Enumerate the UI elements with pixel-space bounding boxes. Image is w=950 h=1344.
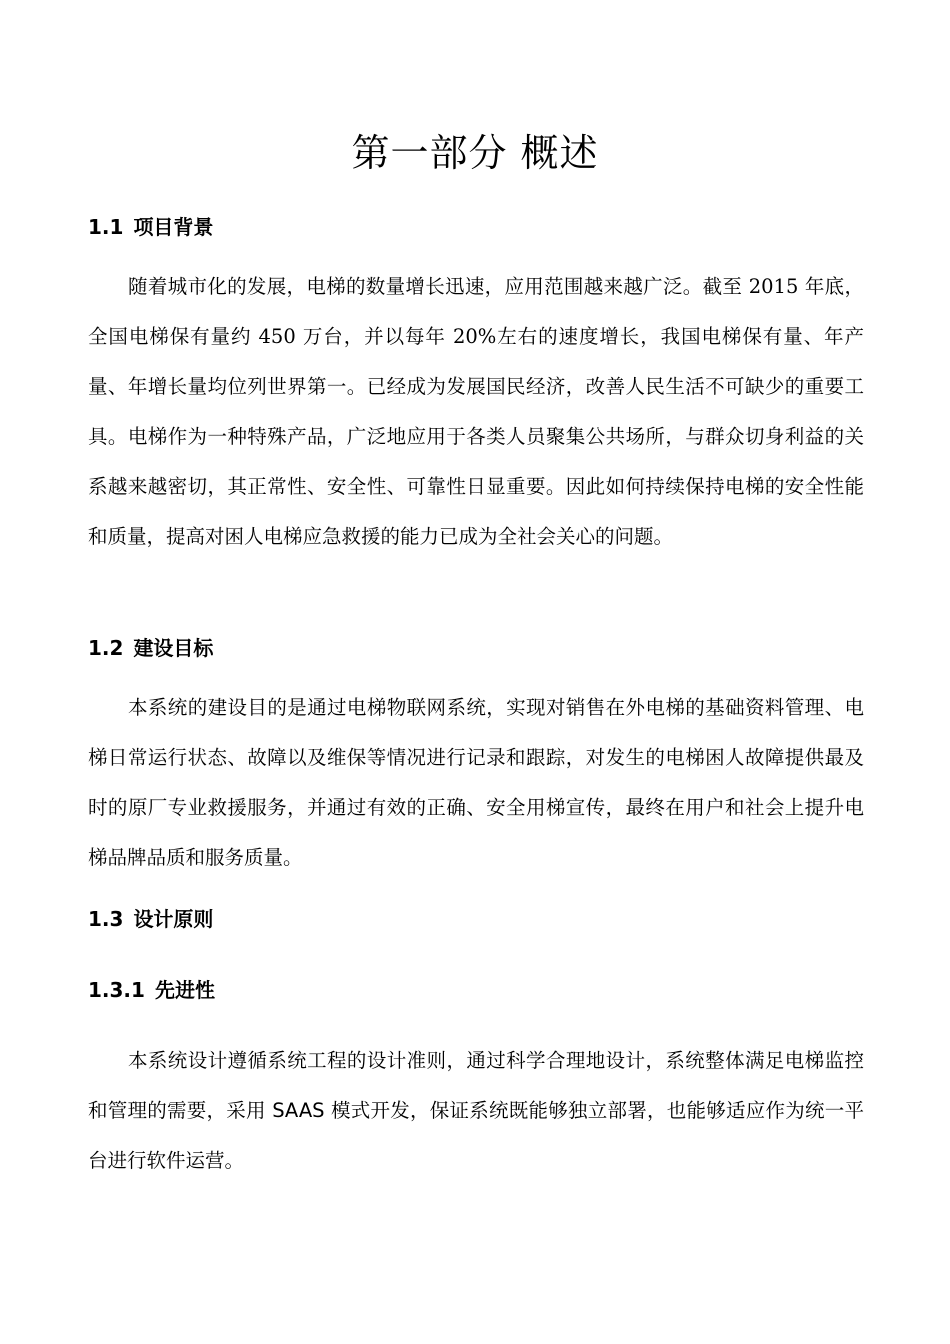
section-paragraph-1-3-1 (88, 1036, 864, 1186)
section-title: 项目背景 (133, 215, 214, 239)
section-heading-1-3 (88, 904, 213, 934)
paragraph-text: 模式开发，保证系统既能够独立部署，也能够适应作为统一平台进行软件运营。 (88, 1099, 864, 1172)
section-title: 建设目标 (133, 636, 214, 660)
paragraph-term-saas: SAAS (265, 1099, 331, 1122)
section-title: 先进性 (154, 978, 215, 1002)
section-title: 设计原则 (133, 907, 214, 931)
section-paragraph-1-1: 随着城市化的发展，电梯的数量增长迅速，应用范围越来越广泛。截至 2015 年底，全国电梯保有量约 450 万台，并以每年 20%左右的速度增长，我国电梯保有量、年产量、年增长量均位列世界第一。已经成为发展国民经济，改善人民生活不可缺少的重要工具。电梯作为一种特殊产品，广泛地应用于各类人员聚集公共场所，与群众切身利益的关系越来越密切，其正常性、安全性、可靠性日显重要。因此如何持续保持电梯的安全性能和质量，提高对困人电梯应急救援的能力已成为全社会关心的问题。 (88, 275, 864, 548)
section-heading-1-3-1 (88, 975, 215, 1005)
section-heading-1-2 (88, 633, 213, 663)
section-number: 1.3.1 (88, 978, 145, 1002)
section-number: 1.1 (88, 215, 124, 239)
paragraph-text: 本系统设计遵循系统工程的设计准则，通过科学合理地设计，系统整体满足电梯监控和管理的需要，采用 (88, 1049, 864, 1122)
section-paragraph-1-2: 本系统的建设目的是通过电梯物联网系统，实现对销售在外电梯的基础资料管理、电梯日常运行状态、故障以及维保等情况进行记录和跟踪，对发生的电梯困人故障提供最及时的原厂专业救援服务，并通过有效的正确、安全用梯宣传，最终在用户和社会上提升电梯品牌品质和服务质量。 (88, 696, 864, 869)
section-number: 1.3 (88, 907, 124, 931)
section-heading-1-1 (88, 212, 213, 242)
section-number: 1.2 (88, 636, 124, 660)
document-title: 第一部分 概述 (351, 131, 599, 175)
